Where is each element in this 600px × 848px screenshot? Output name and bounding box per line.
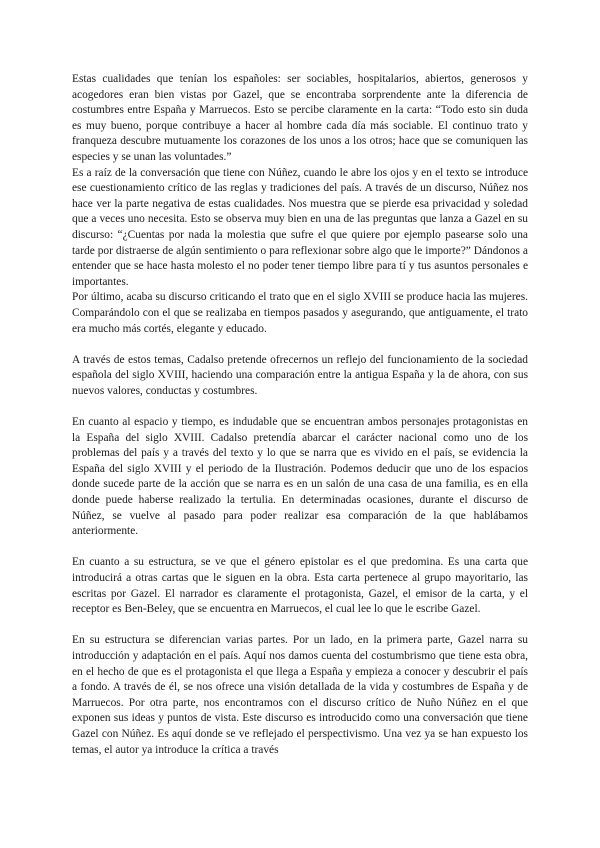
paragraph-estructura-epistolar: En cuanto a su estructura, se ve que el género epistolar es el que predomina. Es una carta que introducirá a otras cartas que le siguen en la obra. Esta carta pertenece al grupo mayoritario, las escritas por Gazel. El narrador es claramente el protagonista, Gazel, el emisor de la carta, y el receptor es Ben-Beley, que se encuentra en Marruecos, el cual lee lo que le escribe Gazel. [72, 556, 528, 616]
paragraph-partes: En su estructura se diferencian varias partes. Por un lado, en la primera parte, Gazel narra su introducción y adaptación en el país. Aquí nos damos cuenta del costumbrismo que tiene esta obra, en el hecho de que es el protagonista el que llega a España y empieza a conocer y descubrir el país a fondo. A través de él, se nos ofrece una visión detallada de la vida y costumbres de España y de Marruecos. Por otra parte, nos encontramos con el discurso crítico de Nuño Núñez en el que exponen sus ideas y puntos de vista. Este discurso es introducido como una conversación que tiene Gazel con Núñez. Es aquí donde se ve reflejado el perspectivismo. Una vez ya se han expuesto los temas, el autor ya introduce la crítica a través [72, 634, 528, 756]
document-page [72, 72, 528, 758]
paragraph-cualidades: Estas cualidades que tenían los españoles: ser sociables, hospitalarios, abiertos, generosos y acogedores eran bien vistas por Gazel, que se encontraba sorprendente ante la diferencia de costumbres entre España y Marruecos. Esto se percibe claramente en la carta: “Todo esto sin duda es muy bueno, porque contribuye a hacer al hombre cada día más sociable. El continuo trato y franqueza descubre mutuamente los corazones de los unos a los otros; hace que se comuniquen las especies y se unan las voluntades.” [72, 73, 528, 163]
paragraph-temas: A través de estos temas, Cadalso pretende ofrecernos un reflejo del funcionamiento de la sociedad española del siglo XVIII, haciendo una comparación entre la antigua España y la de ahora, con sus nuevos valores, conductas y costumbres. [72, 353, 528, 397]
paragraph-conversacion-nunez: Es a raíz de la conversación que tiene con Núñez, cuando le abre los ojos y en el texto se introduce ese cuestionamiento crítico de las reglas y tradiciones del país. A través de un discurso, Núñez nos hace ver la parte negativa de estas cualidades. Nos muestra que se pierde esa privacidad y soledad que a veces uno necesita. Esto se observa muy bien en una de las preguntas que lanza a Gazel en su discurso: “¿Cuentas por nada la molestia que sufre el que quiere por ejemplo pasearse solo una tarde por distraerse de algún sentimiento o para reflexionar sobre algo que le importe?” Dándonos a entender que se hace hasta molesto el no poder tener tiempo libre para tí y tus asuntos personales e importantes. [72, 166, 528, 288]
paragraph-espacio-tiempo: En cuanto al espacio y tiempo, es indudable que se encuentran ambos personajes protagonistas en la España del siglo XVIII. Cadalso pretendía abarcar el carácter nacional como uno de los problemas del país y a través del texto y lo que se narra que es vivido en el país, se evidencia la España del siglo XVIII y el periodo de la Ilustración. Podemos deducir que uno de los espacios donde sucede parte de la acción que se narra es en un salón de una casa de una familia, es en ella donde puede haberse realizado la tertulia. En determinadas ocasiones, durante el discurso de Núñez, se vuelve al pasado para poder realizar esa comparación de la que hablábamos anteriormente. [72, 416, 528, 538]
paragraph-trato-mujeres: Por último, acaba su discurso criticando el trato que en el siglo XVIII se produce hacia las mujeres. Comparándolo con el que se realizaba en tiempos pasados y asegurando, que antiguamente, el trato era mucho más cortés, elegante y educado. [72, 291, 528, 335]
